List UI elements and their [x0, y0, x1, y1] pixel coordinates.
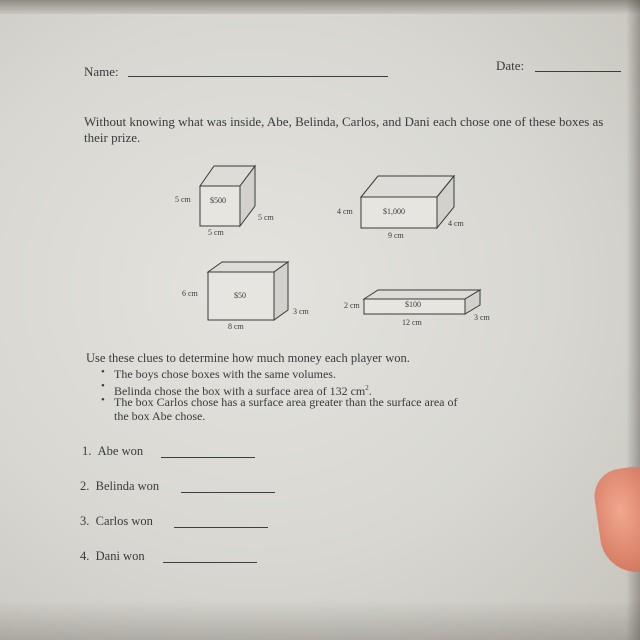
clue-2-superscript: 2 — [365, 384, 369, 392]
box-500-prize: $500 — [210, 196, 226, 205]
question-3-number: 3. — [80, 514, 90, 528]
question-4-text: Dani won — [95, 549, 145, 563]
clue-3: The box Carlos chose has a surface area greater than the surface area of — [114, 395, 458, 409]
question-1 — [82, 444, 143, 459]
box-100-height: 2 cm — [344, 301, 360, 310]
question-2 — [80, 479, 159, 494]
question-2-text: Belinda won — [95, 479, 160, 493]
box-50-height: 6 cm — [182, 289, 198, 298]
question-2-number: 2. — [80, 479, 90, 493]
question-3-text: Carlos won — [95, 514, 153, 528]
box-50-prize: $50 — [234, 291, 246, 300]
question-4-answer-line[interactable] — [163, 562, 257, 563]
bullet-1: • — [101, 366, 105, 378]
question-2-answer-line[interactable] — [181, 492, 275, 493]
name-label: Name: — [84, 64, 119, 79]
box-50 — [182, 262, 310, 331]
box-100-depth: 3 cm — [474, 313, 490, 322]
box-1000 — [337, 176, 465, 240]
date-label: Date: — [496, 58, 525, 73]
page-bottom-shadow — [0, 600, 640, 640]
question-3 — [80, 514, 153, 529]
box-1000-height: 4 cm — [337, 207, 353, 216]
question-3-answer-line[interactable] — [174, 527, 268, 528]
question-1-answer-line[interactable] — [161, 457, 255, 458]
clue-1: The boys chose boxes with the same volumes. — [114, 367, 336, 381]
question-4 — [80, 549, 145, 564]
clues-intro: Use these clues to determine how much money each player won. — [86, 351, 410, 365]
box-500-height: 5 cm — [175, 195, 191, 204]
box-500 — [175, 166, 275, 237]
question-1-text: Abe won — [97, 444, 144, 458]
box-500-width: 5 cm — [208, 228, 224, 237]
box-1000-prize: $1,000 — [383, 207, 405, 216]
box-50-depth: 3 cm — [293, 307, 309, 316]
box-100-prize: $100 — [405, 300, 421, 309]
box-100 — [344, 290, 491, 327]
box-1000-depth: 4 cm — [448, 219, 464, 228]
clue-3-continued: the box Abe chose. — [114, 409, 206, 423]
box-50-width: 8 cm — [228, 322, 244, 331]
clue-2-end: . — [368, 384, 372, 398]
bullet-3: • — [101, 394, 105, 406]
box-1000-width: 9 cm — [388, 231, 404, 240]
question-4-number: 4. — [80, 549, 90, 563]
bullet-2: • — [101, 380, 105, 392]
question-1-number: 1. — [82, 444, 92, 458]
problem-prompt: Without knowing what was inside, Abe, Belinda, Carlos, and Dani each chose one of these boxes as their prize. — [84, 114, 604, 145]
box-100-width: 12 cm — [402, 318, 422, 327]
clue-2-text: Belinda chose the box with a surface area of 132 cm — [114, 384, 366, 398]
box-500-depth: 5 cm — [258, 213, 274, 222]
